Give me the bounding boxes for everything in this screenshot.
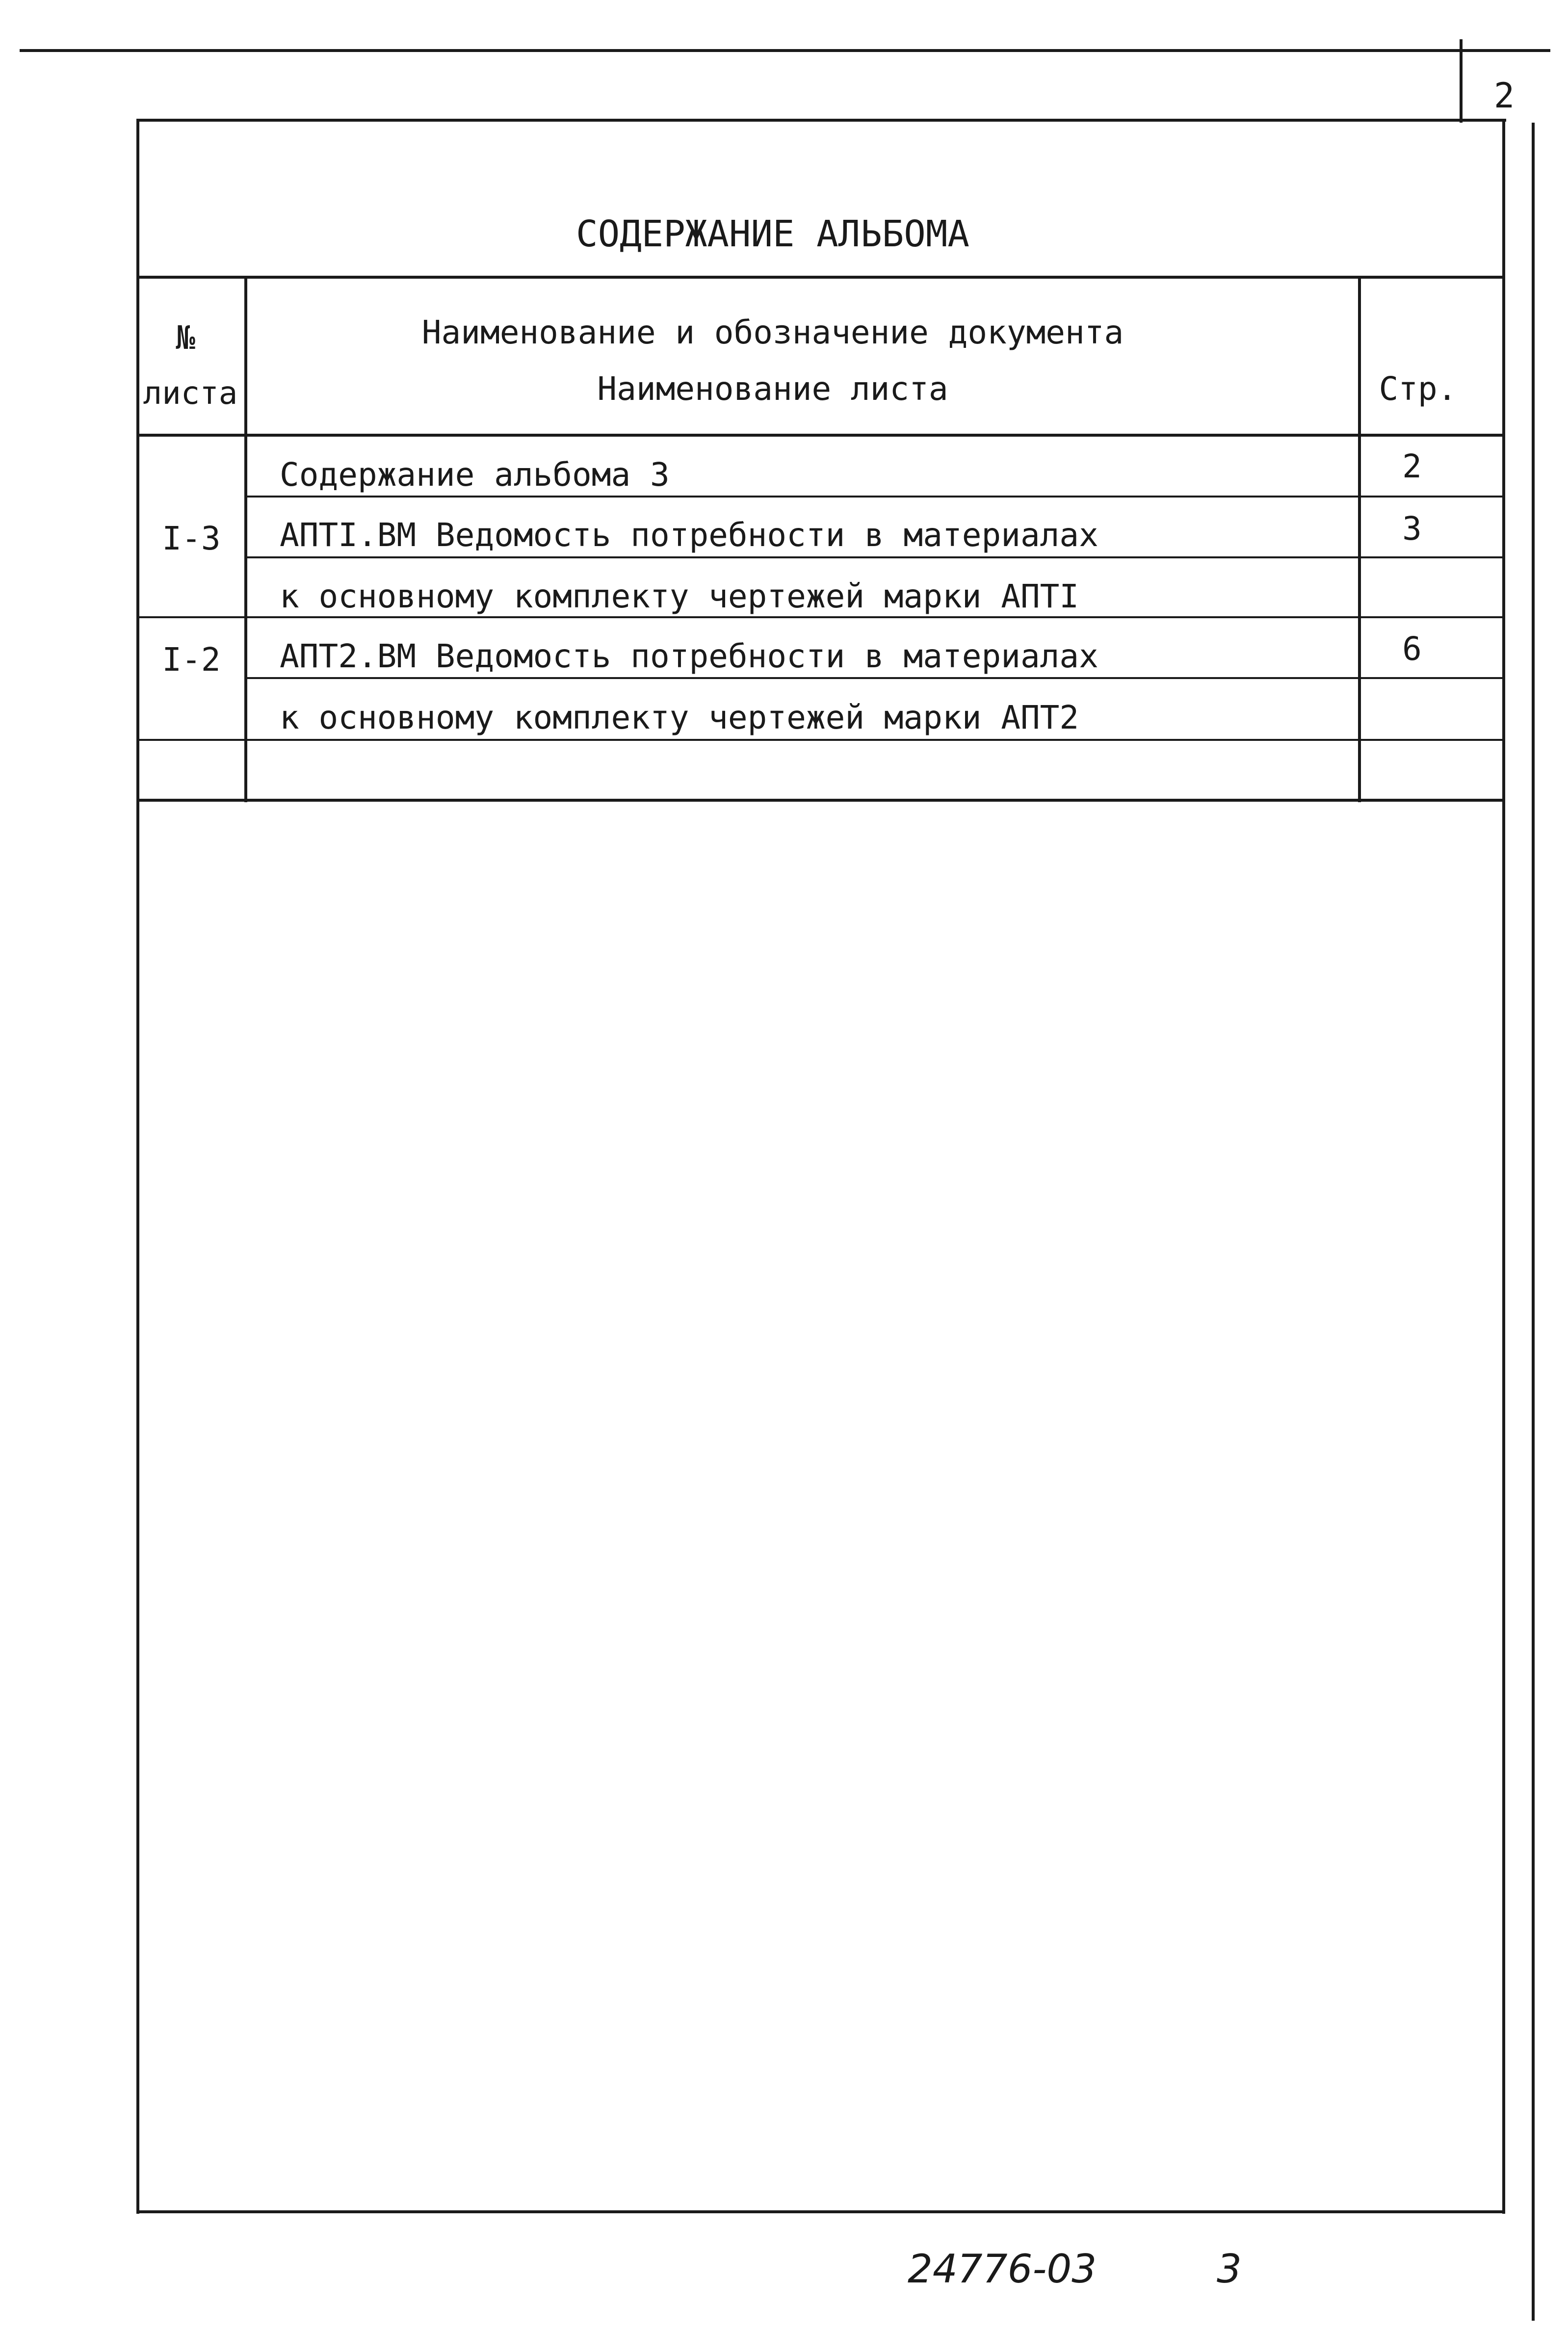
row-1-page: 2 bbox=[1402, 447, 1422, 485]
sheet-number: 2 bbox=[1493, 76, 1515, 116]
row-1-name: Содержание альбома 3 bbox=[280, 456, 670, 494]
table-bottom-line bbox=[137, 799, 1504, 802]
row-4-num: I-2 bbox=[162, 641, 221, 679]
table-header-bottom-line bbox=[137, 434, 1504, 437]
table-col-divider-2 bbox=[1358, 277, 1361, 802]
row-2-name: АПТI.ВМ Ведомость потребности в материалах bbox=[280, 516, 1098, 554]
footer-doc-code: 24776-03 bbox=[908, 2246, 1097, 2292]
table-row-line-1 bbox=[245, 496, 1504, 498]
header-name-line1: Наименование и обозначение документа bbox=[421, 314, 1124, 351]
top-border-line bbox=[20, 49, 1550, 52]
table-col-divider-1 bbox=[244, 277, 247, 802]
frame-top-line bbox=[137, 119, 1506, 122]
header-num-label: листа bbox=[143, 375, 238, 412]
frame-bottom-line bbox=[137, 2210, 1504, 2213]
table-row-line-3 bbox=[137, 616, 1504, 618]
table-row-line-2 bbox=[245, 556, 1504, 558]
frame-outer-right-line bbox=[1532, 123, 1535, 2321]
page-title: СОДЕРЖАНИЕ АЛЬБОМА bbox=[576, 213, 969, 255]
row-5-name: к основному комплекту чертежей марки АПТ2 bbox=[280, 699, 1079, 736]
table-header-top-line bbox=[137, 276, 1504, 279]
header-page: Стр. bbox=[1379, 370, 1457, 408]
table-row-line-4 bbox=[245, 677, 1504, 679]
frame-left-line bbox=[136, 119, 139, 2214]
row-3-name: к основному комплекту чертежей марки АПТI bbox=[280, 577, 1079, 615]
header-num-symbol: № bbox=[176, 319, 195, 357]
row-2-page: 3 bbox=[1402, 510, 1422, 548]
table-row-line-5 bbox=[137, 739, 1504, 741]
header-name-line2: Наименование листа bbox=[597, 370, 948, 408]
frame-right-line bbox=[1502, 119, 1505, 2214]
row-2-num: I-3 bbox=[162, 520, 221, 557]
sheet-number-box-left bbox=[1460, 39, 1463, 123]
row-4-name: АПТ2.ВМ Ведомость потребности в материалах bbox=[280, 637, 1098, 675]
row-4-page: 6 bbox=[1402, 630, 1422, 668]
footer-page-number: 3 bbox=[1217, 2246, 1242, 2292]
